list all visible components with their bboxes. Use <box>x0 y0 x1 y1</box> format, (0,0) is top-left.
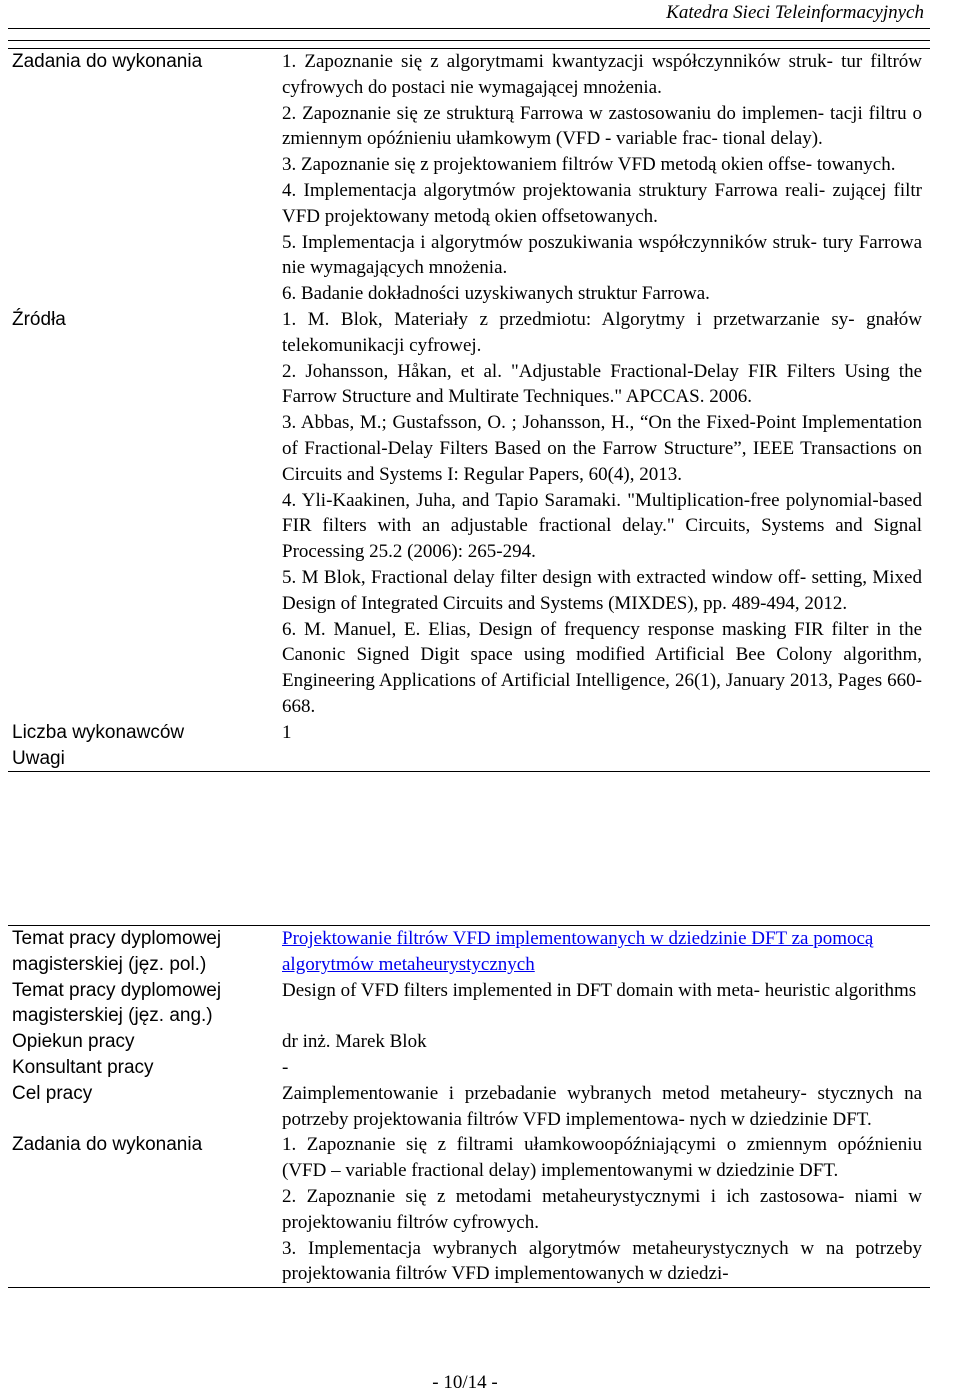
list-item: 4. Implementacja algorytmów projektowania struktury Farrowa reali- zującej filtr VFD projektowany metodą okien offsetowanych. <box>282 179 923 227</box>
row-uwagi <box>8 746 930 772</box>
row-zadania-2 <box>8 1132 930 1287</box>
thesis-title-pl-link[interactable]: Projektowanie filtrów VFD implementowanych w dziedzinie DFT za pomocą algorytmów metaheurystycznych <box>282 928 874 975</box>
header-rule <box>8 28 930 29</box>
label-zadania-2: Zadania do wykonania <box>12 1134 203 1156</box>
label-liczba: Liczba wykonawców <box>12 721 185 743</box>
value-cel: Zaimplementowanie i przebadanie wybranych metod metaheury- stycznych na potrzeby projektowania filtrów VFD implementowa- nych w dziedzinie DFT. <box>282 1082 923 1130</box>
list-item: 3. Implementacja wybranych algorytmów metaheurystycznych w na potrzeby projektowania filtrów VFD implementowanych w dziedzi- <box>282 1237 922 1285</box>
page-number: - 10/14 - <box>432 1372 498 1393</box>
label-cel: Cel pracy <box>12 1082 93 1104</box>
label-zrodla: Źródła <box>12 308 66 330</box>
row-zadania <box>8 49 930 307</box>
thesis-table-previous <box>8 48 930 772</box>
reference-item: 1. M. Blok, Materiały z przedmiotu: Algorytmy i przetwarzanie sy- gnałów telekomunikacji cyfrowej. <box>282 308 922 356</box>
row-konsultant <box>8 1055 930 1081</box>
value-zadania-2 <box>282 1132 930 1287</box>
list-item: 1. Zapoznanie się z algorytmami kwantyzacji współczynników struk- tur filtrów cyfrowych do postaci nie wymagającej mnożenia. <box>282 51 923 98</box>
label-zadania: Zadania do wykonania <box>12 51 203 72</box>
value-zadania <box>282 49 930 307</box>
thesis-table-current <box>8 925 930 1288</box>
list-item: 6. Badanie dokładności uzyskiwanych struktur Farrowa. <box>282 283 710 305</box>
list-item: 2. Zapoznanie się ze strukturą Farrowa w zastosowaniu do implemen- tacji filtru o zmiennym opóźnieniu ułamkowym (VFD - variable frac- tional delay). <box>282 102 923 150</box>
list-item: 1. Zapoznanie się z filtrami ułamkowoopóźniającymi o zmiennym opóźnieniu (VFD – variable fractional delay) implementowanymi w dziedzinie DFT. <box>282 1134 923 1182</box>
label-temat-pl: Temat pracy dyplomowej magisterskiej (jęz. pol.) <box>12 928 222 975</box>
table-top-rule <box>8 40 930 41</box>
reference-item: 2. Johansson, Håkan, et al. "Adjustable Fractional-Delay FIR Filters Using the Farrow Structure and Multirate Techniques." APCCAS. 2006. <box>282 360 923 408</box>
value-opiekun: dr inż. Marek Blok <box>282 1031 427 1053</box>
row-zrodla <box>8 307 930 720</box>
label-uwagi: Uwagi <box>12 747 65 769</box>
row-temat-pl <box>8 926 930 978</box>
row-liczba <box>8 720 930 746</box>
reference-item: 4. Yli-Kaakinen, Juha, and Tapio Saramaki. "Multiplication-free polynomial-based FIR filters with an adjustable fractional delay." Circuits, Systems and Signal Processing 25.2 (2006): 265-294. <box>282 489 922 563</box>
row-cel <box>8 1081 930 1133</box>
label-opiekun: Opiekun pracy <box>12 1031 135 1053</box>
reference-item: 5. M Blok, Fractional delay filter design with extracted window off- setting, Mixed Design of Integrated Circuits and Systems (MIXDES), pp. 489-494, 2012. <box>282 566 922 614</box>
value-temat-en: Design of VFD filters implemented in DFT domain with meta- heuristic algorithms <box>282 979 917 1001</box>
label-temat-en: Temat pracy dyplomowej magisterskiej (jęz. ang.) <box>12 979 222 1027</box>
list-item: 2. Zapoznanie się z metodami metaheurystycznymi i ich zastosowa- niami w projektowaniu filtrów cyfrowych. <box>282 1185 922 1233</box>
page-header: Katedra Sieci Teleinformacyjnych <box>666 2 924 23</box>
label-konsultant: Konsultant pracy <box>12 1056 154 1078</box>
list-item: 3. Zapoznanie się z projektowaniem filtrów VFD metodą okien offse- towanych. <box>282 154 896 176</box>
value-liczba: 1 <box>282 721 292 743</box>
row-opiekun <box>8 1029 930 1055</box>
reference-item: 3. Abbas, M.; Gustafsson, O. ; Johansson, H., “On the Fixed-Point Implementation of Fractional-Delay Filters Based on the Farrow Structure”, IEEE Transactions on Circuits and Systems I: Regular Papers, 60(4), 2013. <box>282 412 922 485</box>
list-item: 5. Implementacja i algorytmów poszukiwania współczynników struk- tury Farrowa nie wymagających mnożenia. <box>282 231 923 279</box>
reference-item: 6. M. Manuel, E. Elias, Design of frequency response masking FIR filter in the Canonic Signed Digit space using modified Artificial Bee Colony algorithm, Engineering Applications of Artificial Intelligence, 26(1), January 2013, Pages 660-668. <box>282 618 923 717</box>
value-zrodla <box>282 307 930 720</box>
value-uwagi <box>282 746 930 772</box>
value-konsultant: - <box>282 1056 289 1078</box>
row-temat-en <box>8 978 930 1030</box>
